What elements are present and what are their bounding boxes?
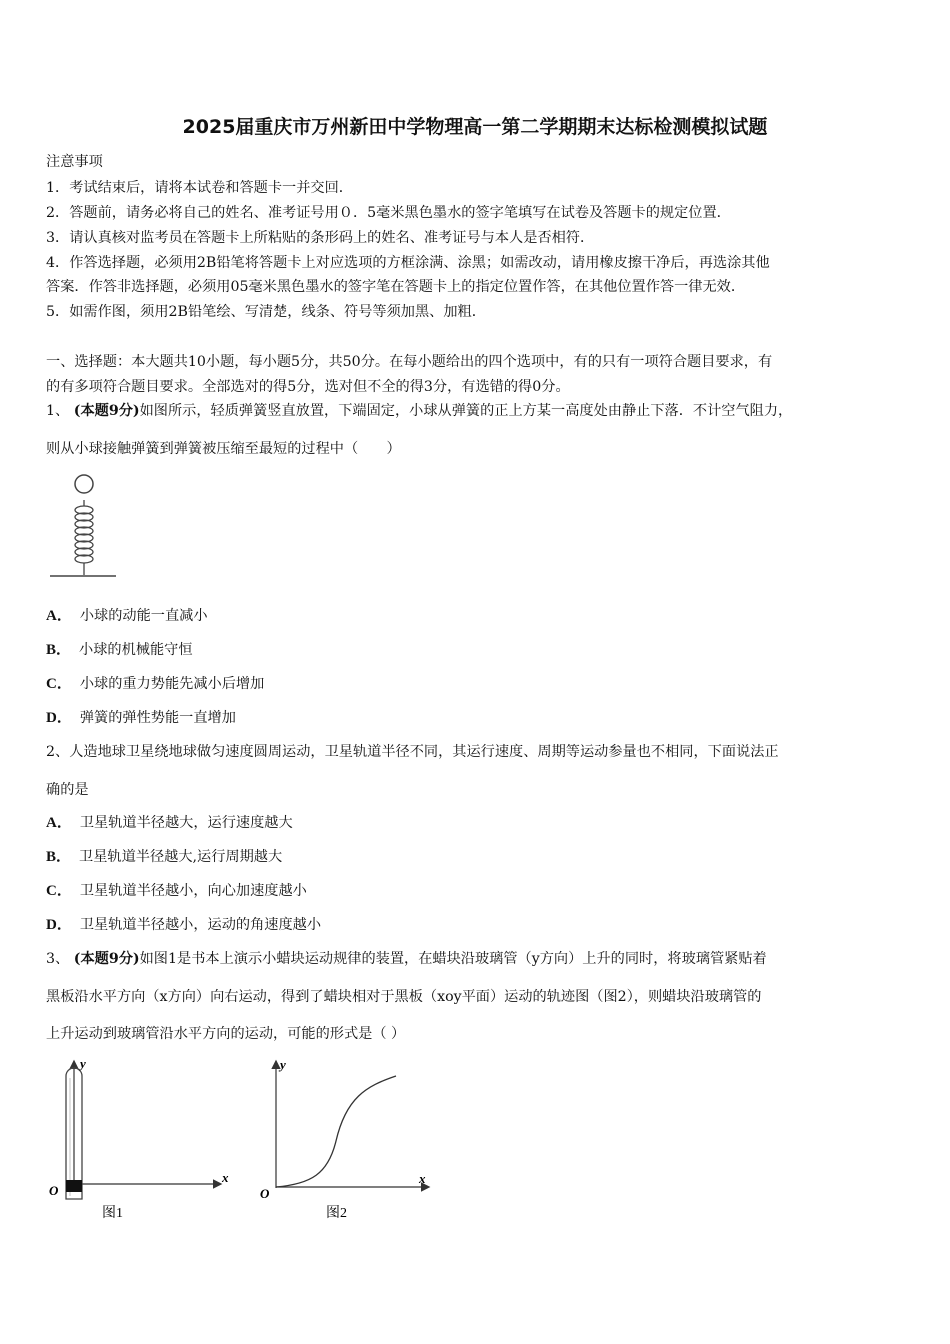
trajectory-curve [276,1076,396,1187]
q1-option-a-key: A． [46,608,72,624]
fig1-x-label: x [222,1170,229,1185]
notice-heading: 注意事项 [46,154,103,170]
notice-item-1: 1．考试结束后，请将本试卷和答题卡一并交回． [46,180,353,196]
exam-title: 2025届重庆市万州新田中学物理高一第二学期期末达标检测模拟试题 [182,116,768,138]
q2-option-a[interactable] [46,814,293,832]
q3-text: 如图1是书本上演示小蜡块运动规律的装置，在蜡块沿玻璃管（y方向）上升的同时，将玻璃管紧贴着 [139,951,767,967]
q3-tag: (本题9分) [73,951,140,967]
q1-option-c[interactable] [46,675,264,693]
q2-option-b[interactable] [46,848,282,866]
section-heading-line1: 一、选择题：本大题共10小题，每小题5分，共50分。在每小题给出的四个选项中，有的只有一项符合题目要求，有 [46,354,773,370]
q1-option-d-key: D． [46,710,72,726]
q1-option-b[interactable] [46,641,193,659]
q2-option-d-text: 卫星轨道半径越小，运动的角速度越小 [79,917,322,933]
q2-option-b-key: B． [46,849,72,865]
q2-option-d-key: D． [46,917,72,933]
fig2-y-label: y [280,1057,286,1072]
q1-option-a[interactable] [46,607,208,625]
q1-option-b-text: 小球的机械能守恒 [79,642,193,658]
q1-number: 1、 [46,403,70,419]
q1-text: 如图所示，轻质弹簧竖直放置，下端固定，小球从弹簧的正上方某一高度处由静止下落．不计空气阻力， [139,403,793,419]
section-heading-line2: 的有多项符合题目要求。全部选对的得5分，选对但不全的得3分，有选错的得0分。 [46,379,570,395]
q2-stem-line2: 确的是 [46,782,89,798]
q1-option-b-key: B． [46,642,72,658]
q3-stem-line1 [46,950,767,968]
q1-stem-line1 [46,402,792,420]
fig2-origin-label: O [260,1186,270,1201]
q1-option-a-text: 小球的动能一直减小 [79,608,208,624]
q3-number: 3、 [46,951,70,967]
q2-option-b-text: 卫星轨道半径越大,运行周期越大 [79,849,283,865]
figure-1-tube [44,1056,244,1228]
fig2-caption: 图2 [326,1206,347,1221]
q2-stem-line1: 2、人造地球卫星绕地球做匀速度圆周运动，卫星轨道半径不同，其运行速度、周期等运动参量也不相同，下面说法正 [46,744,779,760]
fig1-origin-label: O [49,1183,59,1198]
q2-option-a-text: 卫星轨道半径越大，运行速度越大 [79,815,293,831]
fig1-y-label: y [80,1056,86,1071]
q3-stem-line3: 上升运动到玻璃管沿水平方向的运动，可能的形式是（ ） [46,1026,406,1042]
notice-item-4-cont: 答案．作答非选择题，必须用05毫米黑色墨水的签字笔在答题卡上的指定位置作答，在其他位置作答一律无效． [46,279,746,295]
spring-ball-figure [44,470,124,582]
q2-option-a-key: A． [46,815,72,831]
q1-option-d-text: 弹簧的弹性势能一直增加 [79,710,236,726]
q2-option-d[interactable] [46,916,321,934]
spring-coil [75,500,93,575]
q1-stem-line2: 则从小球接触弹簧到弹簧被压缩至最短的过程中（ ） [46,441,401,457]
q1-option-d[interactable] [46,709,236,727]
notice-item-5: 5．如需作图，须用2B铅笔绘、写清楚，线条、符号等须加黑、加粗． [46,304,486,320]
notice-item-3: 3．请认真核对监考员在答题卡上所粘贴的条形码上的姓名、准考证号与本人是否相符． [46,230,595,246]
q1-option-c-text: 小球的重力势能先减小后增加 [79,676,265,692]
q3-stem-line2: 黑板沿水平方向（x方向）向右运动，得到了蜡块相对于黑板（xoy平面）运动的轨迹图（图2），则蜡块沿玻璃管的 [46,989,762,1005]
notice-item-2: 2．答题前，请务必将自己的姓名、准考证号用０．5毫米黑色墨水的签字笔填写在试卷及答题卡的规定位置． [46,205,731,221]
q2-option-c[interactable] [46,882,307,900]
q2-option-c-text: 卫星轨道半径越小，向心加速度越小 [79,883,307,899]
fig2-x-label: x [419,1171,426,1186]
q2-option-c-key: C． [46,883,72,899]
fig1-caption: 图1 [102,1206,123,1221]
ball [75,475,93,493]
wax-block [66,1180,82,1192]
figure-2-trajectory [256,1056,446,1228]
q1-tag: (本题9分) [73,403,140,419]
q1-option-c-key: C． [46,676,72,692]
notice-item-4: 4．作答选择题，必须用2B铅笔将答题卡上对应选项的方框涂满、涂黑；如需改动，请用橡皮擦干净后，再选涂其他 [46,255,770,271]
